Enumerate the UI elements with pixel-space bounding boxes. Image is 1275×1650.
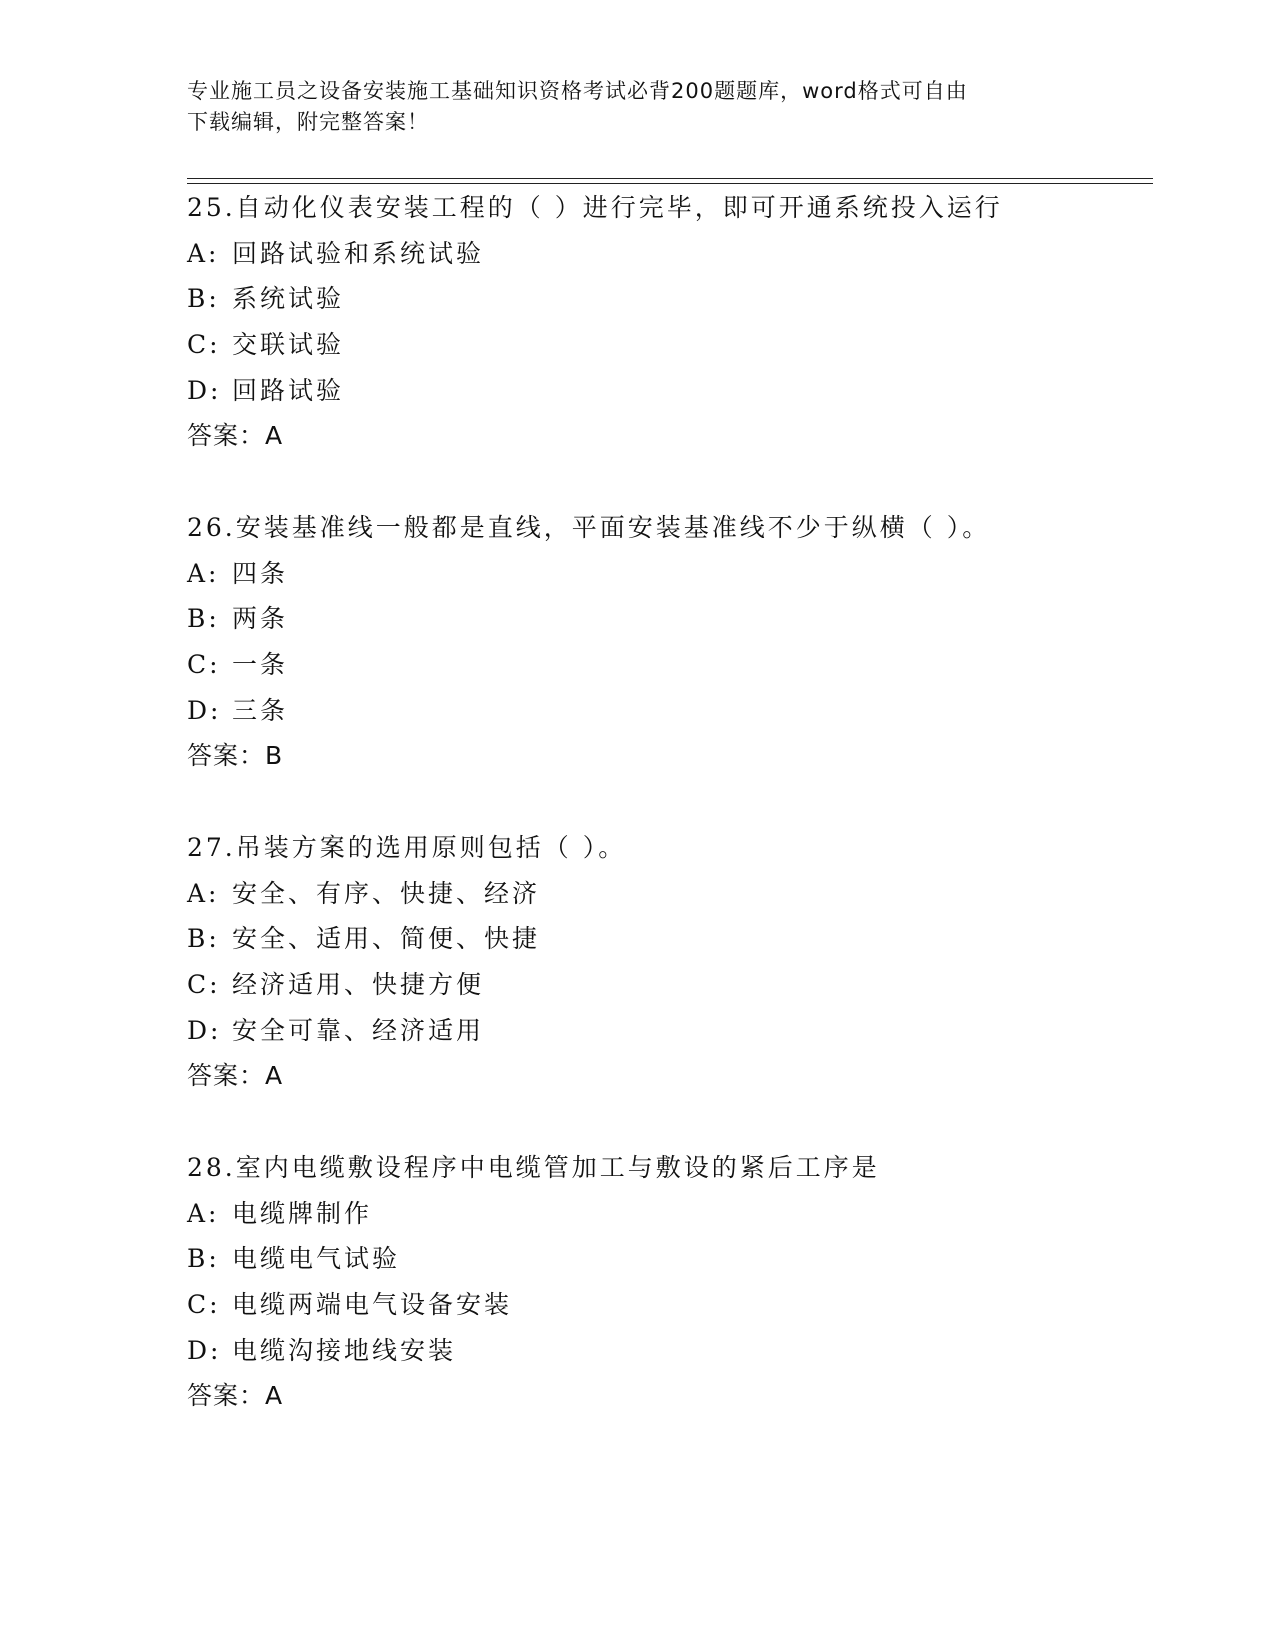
option-text: 四条 bbox=[232, 558, 289, 588]
answer: 答案：B bbox=[187, 741, 284, 771]
option-label: B: bbox=[187, 924, 220, 954]
option-label: D: bbox=[187, 1335, 222, 1365]
option-label: B: bbox=[187, 604, 220, 634]
option-b bbox=[187, 596, 1167, 642]
option-d bbox=[187, 1328, 1167, 1374]
option-label: C: bbox=[187, 330, 221, 360]
option-label: A: bbox=[187, 238, 220, 268]
option-text: 交联试验 bbox=[232, 330, 345, 360]
option-c bbox=[187, 1282, 1167, 1328]
option-b bbox=[187, 276, 1167, 322]
option-a bbox=[187, 1191, 1167, 1237]
option-label: B: bbox=[187, 1244, 220, 1274]
option-text: 安全、有序、快捷、经济 bbox=[232, 878, 541, 908]
option-text: 安全可靠、经济适用 bbox=[232, 1015, 485, 1045]
header-divider-top bbox=[187, 178, 1153, 179]
option-label: C: bbox=[187, 970, 221, 1000]
header-line-1: 专业施工员之设备安装施工基础知识资格考试必背200题题库，word格式可自由 bbox=[187, 79, 968, 103]
question-text: 25.自动化仪表安装工程的（ ）进行完毕，即可开通系统投入运行 bbox=[187, 193, 1003, 222]
option-text: 安全、适用、简便、快捷 bbox=[232, 924, 541, 954]
option-d bbox=[187, 688, 1167, 734]
option-a bbox=[187, 551, 1167, 597]
option-text: 电缆电气试验 bbox=[232, 1244, 401, 1274]
question-25 bbox=[187, 185, 1167, 459]
option-label: D: bbox=[187, 1015, 222, 1045]
question-26 bbox=[187, 505, 1167, 779]
option-label: B: bbox=[187, 284, 220, 314]
question-28 bbox=[187, 1145, 1167, 1419]
answer: 答案：A bbox=[187, 1381, 284, 1411]
option-label: C: bbox=[187, 1290, 221, 1320]
option-label: D: bbox=[187, 375, 222, 405]
option-text: 系统试验 bbox=[232, 284, 345, 314]
question-27 bbox=[187, 825, 1167, 1099]
option-a bbox=[187, 231, 1167, 277]
option-label: A: bbox=[187, 878, 220, 908]
option-a bbox=[187, 871, 1167, 917]
answer: 答案：A bbox=[187, 421, 284, 451]
option-c bbox=[187, 322, 1167, 368]
option-b bbox=[187, 916, 1167, 962]
option-text: 两条 bbox=[232, 604, 289, 634]
document-header bbox=[187, 76, 1087, 138]
question-text: 26.安装基准线一般都是直线，平面安装基准线不少于纵横（ ）。 bbox=[187, 513, 991, 542]
option-label: A: bbox=[187, 1198, 220, 1228]
option-text: 一条 bbox=[232, 650, 289, 680]
option-d bbox=[187, 368, 1167, 414]
option-label: C: bbox=[187, 650, 221, 680]
header-line-2: 下载编辑，附完整答案！ bbox=[187, 110, 429, 134]
option-text: 电缆沟接地线安装 bbox=[232, 1335, 457, 1365]
option-text: 回路试验 bbox=[232, 375, 345, 405]
option-c bbox=[187, 642, 1167, 688]
question-text: 28.室内电缆敷设程序中电缆管加工与敷设的紧后工序是 bbox=[187, 1153, 880, 1182]
option-text: 经济适用、快捷方便 bbox=[232, 970, 485, 1000]
option-b bbox=[187, 1236, 1167, 1282]
option-text: 电缆两端电气设备安装 bbox=[232, 1290, 513, 1320]
option-d bbox=[187, 1008, 1167, 1054]
header-divider-bottom bbox=[187, 183, 1153, 184]
option-label: A: bbox=[187, 558, 220, 588]
answer: 答案：A bbox=[187, 1061, 284, 1091]
option-c bbox=[187, 962, 1167, 1008]
option-text: 回路试验和系统试验 bbox=[232, 238, 485, 268]
option-text: 电缆牌制作 bbox=[232, 1198, 373, 1228]
option-text: 三条 bbox=[232, 695, 289, 725]
question-text: 27.吊装方案的选用原则包括（ ）。 bbox=[187, 833, 627, 862]
option-label: D: bbox=[187, 695, 222, 725]
